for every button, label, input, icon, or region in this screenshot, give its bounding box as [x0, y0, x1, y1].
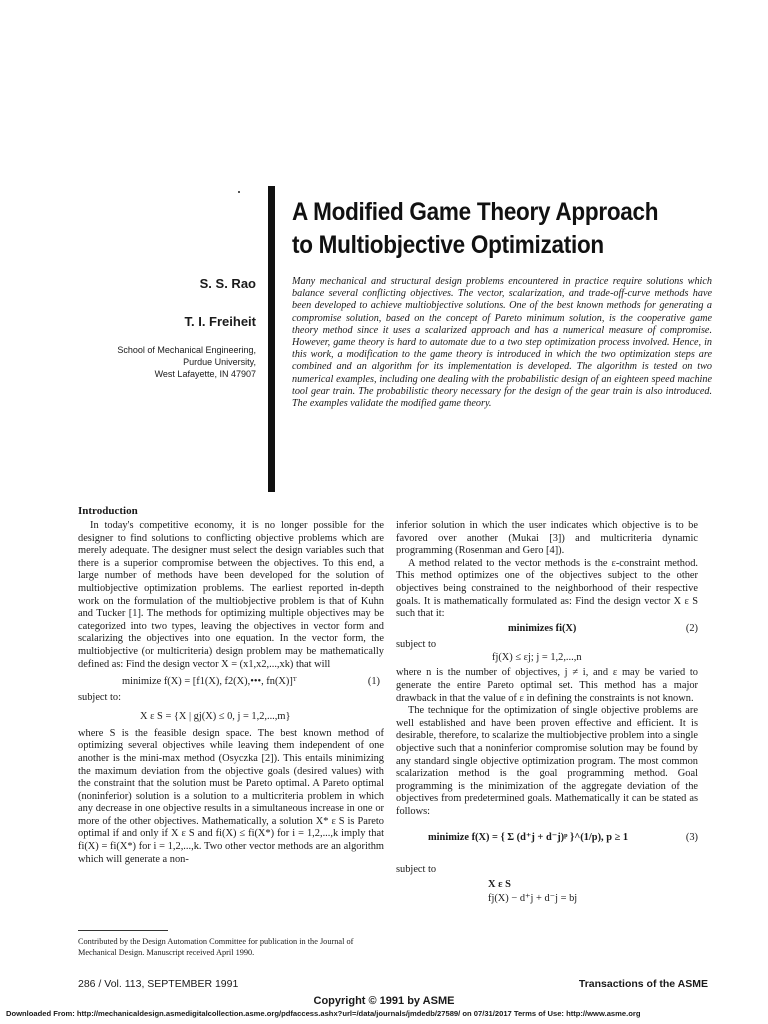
equation-3b-body: X ε S	[488, 879, 511, 891]
page-footer-right: Transactions of the ASME	[578, 978, 708, 990]
author-freiheit: T. I. Freiheit	[184, 314, 256, 329]
abstract: Many mechanical and structural design problems encountered in practice require solutions which balance several conflicting objectives. The vector, scalarization, and trade-off-curve methods have been developed to achieve multiobjective solutions. One of the best known methods for generating a compromise solution, based on the concept of Pareto minimum solution, is the cooperative game theory method since it uses a scalarized approach and has a numerical measure of compromise. However, game theory is hard to automate due to a two step optimization process involved. Hence, in this work, a modification to the game theory is introduced in which the two optimization steps are combined and an algorithm for its implementation is developed. The algorithm is tested on two numerical examples, including one dealing with the probabilistic design of an eighteen speed machine tool gear train. The probabilistic theory necessary for the design of the gear train is also introduced. The examples validate the modified game theory.	[292, 276, 712, 410]
equation-3-number: (3)	[685, 832, 698, 844]
right-paragraph-4: The technique for the optimization of single objective problems are well established and have been proven effective and efficient. It is desirable, therefore, to scalarize the multiobjective problem into a single objective such that a noninferior compromise solution may be found by any standard single objective optimization program. The most common scalarization method is the goal programming method. Goal programming is the minimization of the aggregate deviation of the objectives from predetermined goals. Mathematically it can be stated as follows:	[396, 705, 698, 817]
right-paragraph-3: where n is the number of objectives, j ≠ i, and ε may be varied to generate the entire Pareto optimal set. This method has a major drawback in that the value of ε in defining the constraints is not known.	[396, 667, 698, 704]
download-notice[interactable]: Downloaded From: http://mechanicaldesign.asmedigitalcollection.asme.org/pdfaccess.ashx?url=/data/journals/jmdedb/27589/ on 07/31/2017 Terms of Use: http://www.asme.org	[6, 1009, 641, 1018]
equation-1	[78, 673, 384, 691]
equation-2-number: (2)	[685, 622, 698, 634]
footnote-rule	[78, 930, 168, 931]
section-heading: Introduction	[78, 505, 138, 517]
copyright-notice: Copyright © 1991 by ASME	[313, 995, 455, 1007]
footnote: Contributed by the Design Automation Committee for publication in the Journal of Mechanical Design. Manuscript received April 1990.	[78, 937, 354, 957]
subject-to-label-2: subject to	[396, 638, 437, 650]
equation-3-constraints	[396, 877, 698, 909]
equation-2	[396, 621, 698, 639]
right-paragraph-1: inferior solution in which the user indicates which objective is to be favored over another (Mukai [3]) and multicriteria dynamic programming (Rosenman and Gero [4]).	[396, 520, 698, 557]
author-rao: S. S. Rao	[199, 276, 256, 291]
equation-2b	[396, 651, 698, 667]
title-line-2: to Multiobjective Optimization	[292, 231, 604, 259]
affiliation	[60, 344, 256, 380]
page-footer-left: 286 / Vol. 113, SEPTEMBER 1991	[78, 978, 239, 990]
speck-mark	[238, 191, 240, 193]
title-rule	[268, 186, 275, 492]
equation-3-body: minimize f(X) = { Σ (d⁺j + d⁻j)ᵖ }^(1/p), p ≥ 1	[428, 832, 629, 844]
equation-3c-body: fj(X) − d⁺j + d⁻j = bj	[488, 893, 578, 905]
equation-1-number: (1)	[367, 676, 380, 688]
equation-feasible-set	[78, 709, 384, 727]
subject-to-label: subject to:	[78, 692, 121, 704]
intro-paragraph-2: where S is the feasible design space. The best known method of optimizing several objectives while leaving them independent of one another is the mini-max method (Osyczka [2]). This entails minimizing the maximum deviation from the objective goals (desired values) with the constraint that the solution must be Pareto optimal. A Pareto optimal (noninferior) solution is a solution to a multicriteria problem in which any decrease in one objective results in a simultaneous increase in one or more of the other objectives. Mathematically, a solution X* ε S is Pareto optimal if and only if X ε S and fi(X) ≤ fi(X*) for i = 1,2,...,k imply that fi(X) = fi(X*) for i = 1,2,...,k. Two other vector methods are an algorithm which will generate a non-	[78, 727, 384, 865]
affiliation-line-2: Purdue University,	[183, 357, 256, 367]
equation-2-body: minimizes fi(X)	[508, 622, 577, 634]
equation-feasible-set-body: X ε S = {X | gj(X) ≤ 0, j = 1,2,...,m}	[140, 710, 291, 722]
equation-3	[396, 818, 698, 864]
left-column	[78, 520, 384, 866]
affiliation-line-1: School of Mechanical Engineering,	[117, 345, 256, 355]
right-paragraph-2: A method related to the vector methods is the ε-constraint method. This method optimizes one of the objectives subject to the other objectives being constrained to the neighborhood of their respective goals. It is mathematically formulated as: Find the design vector X ε S such that it:	[396, 557, 698, 620]
title-line-1: A Modified Game Theory Approach	[292, 198, 659, 226]
equation-1-body: minimize f(X) = [f1(X), f2(X),•••, fn(X)]ᵀ	[122, 676, 297, 688]
subject-to-label-3: subject to	[396, 864, 437, 876]
paper-title	[292, 196, 670, 262]
right-column	[396, 520, 698, 909]
equation-2b-body: fj(X) ≤ εj; j = 1,2,...,n	[492, 652, 582, 664]
intro-paragraph-1: In today's competitive economy, it is no longer possible for the designer to find solutions to conflicting objective problems which are merely adequate. The designer must select the design variables such that there is a superior compromise between the objectives. To this end, a large number of methods have been developed for the solution of multiobjective optimization problems. The earliest reported in-depth work on the formulation of the multiobjective problem is that of Kuhn and Tucker [1]. The methods for optimizing multiple objectives may be categorized into two types, leaving the objectives in vector form and scalarizing the objectives into one equation. In the vector form, the multiobjective (or multicriteria) design problem may be mathematically defined as: Find the design vector X = (x1,x2,...,xk) that will	[78, 520, 384, 670]
affiliation-line-3: West Lafayette, IN 47907	[154, 369, 256, 379]
